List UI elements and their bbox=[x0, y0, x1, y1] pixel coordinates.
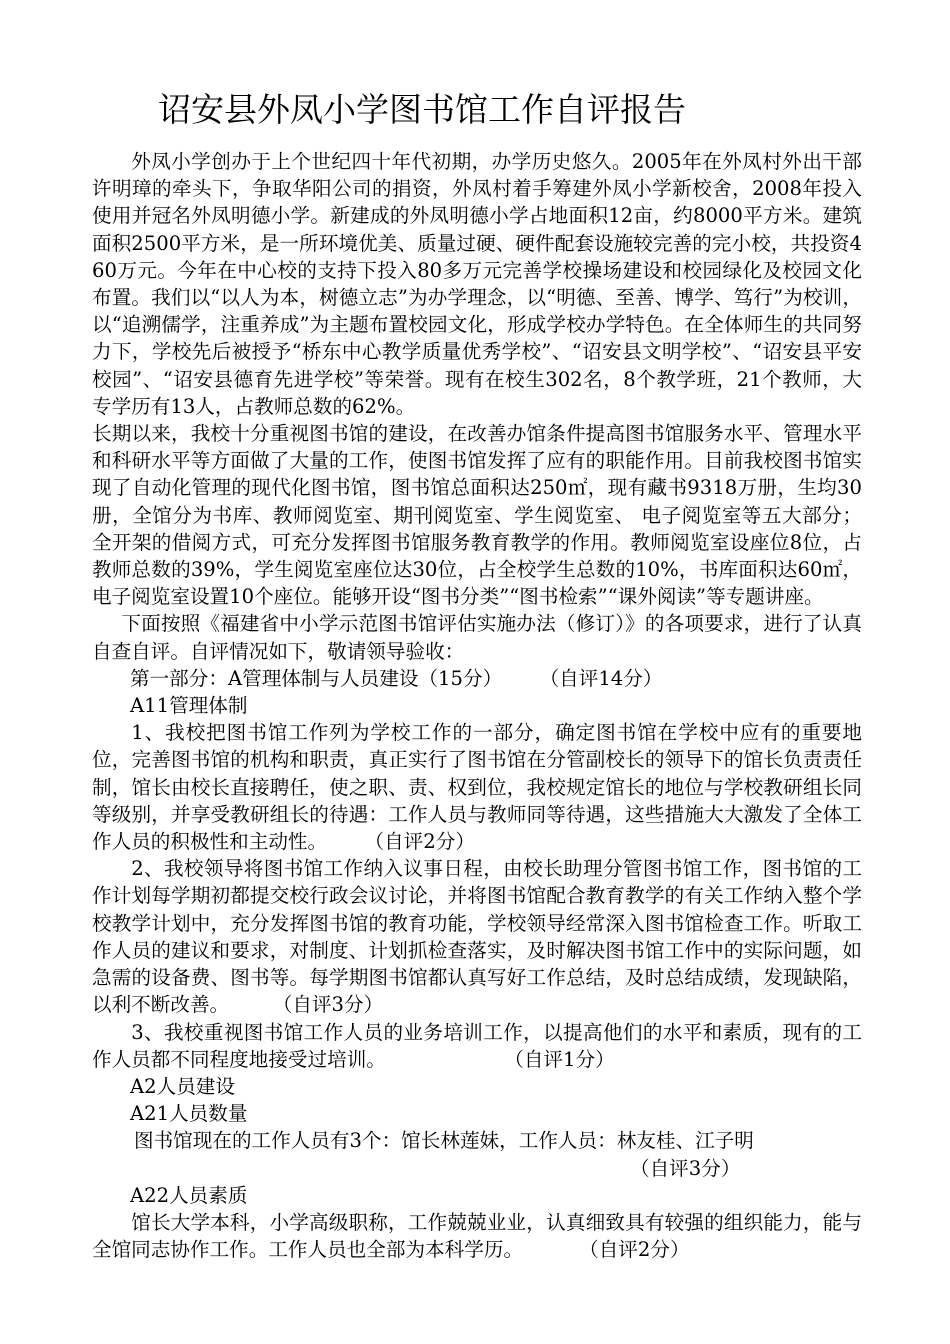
subsection-a22-text: A22人员素质 bbox=[130, 1183, 248, 1207]
item-1-paragraph bbox=[92, 719, 862, 855]
quality-paragraph bbox=[92, 1209, 862, 1263]
intro-paragraph bbox=[92, 148, 862, 420]
section-heading bbox=[92, 665, 862, 692]
quality-text: 馆长大学本科，小学高级职称，工作兢兢业业，认真细致具有较强的组织能力，能与全馆同志协作工作。工作人员也全部为本科学历。 bbox=[92, 1210, 862, 1262]
staff-text: 图书馆现在的工作人员有3个：馆长林莲妹，工作人员：林友桂、江子明 bbox=[134, 1129, 754, 1153]
item-3-score: （自评1分） bbox=[504, 1047, 615, 1071]
subsection-a11 bbox=[92, 692, 862, 719]
staff-score: （自评3分） bbox=[630, 1156, 741, 1180]
item-2-text: 2、我校领导将图书馆工作纳入议事日程，由校长助理分管图书馆工作，图书馆的工作计划每学期初都提交校行政会议讨论，并将图书馆配合教育教学的有关工作纳入整个学校教学计划中，充分发挥图书馆的教育功能，学校领导经常深入图书馆检查工作。听取工作人员的建议和要求，对制度、计划抓检查落实，及时解决图书馆工作中的实际问题，如急需的设备费、图书等。每学期图书馆都认真写好工作总结，及时总结成绩，发现缺陷，以利不断改善。 bbox=[92, 857, 862, 1017]
subsection-a21 bbox=[92, 1100, 862, 1127]
subsection-a21-text: A21人员数量 bbox=[130, 1102, 248, 1126]
item-3-text: 3、我校重视图书馆工作人员的业务培训工作，以提高他们的水平和素质，现有的工作人员都不同程度地接受过培训。 bbox=[92, 1020, 862, 1071]
item-2-score: （自评3分） bbox=[272, 993, 384, 1017]
section-score: （自评14分） bbox=[539, 666, 663, 690]
section-heading-text: 第一部分：A管理体制与人员建设（15分） bbox=[130, 666, 503, 690]
evaluation-intro-text: 下面按照《福建省中小学示范图书馆评估实施办法（修订）》的各项要求，进行了认真自查自评。自评情况如下，敬请领导验收： bbox=[92, 612, 862, 663]
subsection-a11-text: A11管理体制 bbox=[130, 694, 248, 718]
subsection-a2-text: A2人员建设 bbox=[130, 1074, 235, 1098]
item-1-text: 1、我校把图书馆工作列为学校工作的一部分，确定图书馆在学校中应有的重要地位，完善图书馆的机构和职责，真正实行了图书馆在分管副校长的领导下的馆长负责责任制，馆长由校长直接聘任，使之职、责、权到位，我校规定馆长的地位与学校教研组长同等级别，并享受教研组长的待遇：工作人员与教师同等待遇，这些措施大大激发了全体工作人员的积极性和主动性。 bbox=[92, 721, 862, 854]
intro-text: 外凤小学创办于上个世纪四十年代初期，办学历史悠久。2005年在外凤村外出干部许明璋的牵头下，争取华阳公司的捐资，外凤村着手筹建外凤小学新校舍，2008年投入使用并冠名外凤明德小学。新建成的外凤明德小学占地面积12亩，约8000平方米。建筑面积2500平方米，是一所环境优美、质量过硬、硬件配套设施较完善的完小校，共投资460万元。今年在中心校的支持下投入80多万元完善学校操场建设和校园绿化及校园文化布置。我们以“以人为本，树德立志”为办学理念，以“明德、至善、博学、笃行”为校训，以“追溯儒学，注重养成”为主题布置校园文化，形成学校办学特色。在全体师生的共同努力下，学校先后被授予“桥东中心教学质量优秀学校”、“诏安县文明学校”、“诏安县平安校园”、“诏安县德育先进学校”等荣誉。现有在校生302名，8个教学班，21个教师，大专学历有13人，占教师总数的62%。 bbox=[92, 150, 862, 418]
item-2-paragraph bbox=[92, 855, 862, 1018]
staff-line bbox=[92, 1127, 862, 1154]
subsection-a2 bbox=[92, 1073, 862, 1100]
document-body bbox=[92, 148, 862, 1263]
library-overview-paragraph bbox=[92, 420, 862, 610]
evaluation-intro-paragraph bbox=[92, 610, 862, 664]
subsection-a22 bbox=[92, 1182, 862, 1209]
staff-score-line bbox=[92, 1155, 862, 1182]
item-1-score: （自评2分） bbox=[364, 830, 475, 854]
library-overview-text: 长期以来，我校十分重视图书馆的建设，在改善办馆条件提高图书馆服务水平、管理水平和科研水平等方面做了大量的工作，使图书馆发挥了应有的职能作用。目前我校图书馆实现了自动化管理的现代化图书馆，图书馆总面积达250㎡，现有藏书9318万册，生均30册，全馆分为书库、教师阅览室、期刊阅览室、学生阅览室、 电子阅览室等五大部分；全开架的借阅方式，可充分发挥图书馆服务教育教学的作用。教师阅览室设座位8位，占教师总数的39%，学生阅览室座位达30位，占全校学生总数的10%，书库面积达60㎡，电子阅览室设置10个座位。能够开设“图书分类”“图书检索”“课外阅读”等专题讲座。 bbox=[92, 422, 862, 609]
item-3-paragraph bbox=[92, 1019, 862, 1073]
quality-score: （自评2分） bbox=[579, 1238, 690, 1262]
document-title: 诏安县外凤小学图书馆工作自评报告 bbox=[158, 90, 686, 129]
